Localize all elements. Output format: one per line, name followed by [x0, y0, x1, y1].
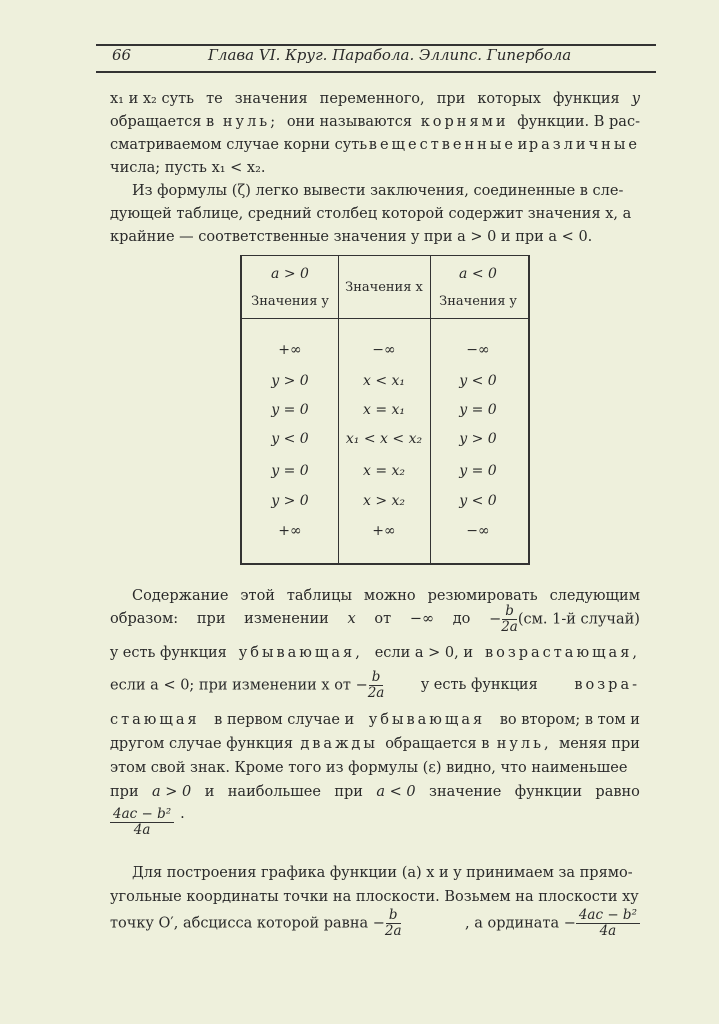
text: при [110, 784, 139, 800]
table-cell: −∞ [466, 342, 490, 358]
text: −∞ [409, 611, 435, 628]
table-cell: y = 0 [459, 463, 497, 479]
text: обращается в [385, 736, 490, 752]
text: переменного, [319, 91, 425, 107]
table-cell: −∞ [372, 342, 396, 358]
table-cell: +∞ [372, 523, 396, 539]
text: функции. В рас- [517, 114, 640, 130]
text: крайние — соответственные значения y при a > 0 и при a < 0. [110, 229, 593, 245]
text: при [436, 91, 466, 107]
text: x [347, 611, 356, 628]
text: во втором; в том и [499, 712, 640, 728]
text: до [452, 611, 471, 628]
emphasis: корнями [420, 114, 509, 130]
header-rule-bottom [96, 71, 656, 73]
text: образом: [110, 611, 179, 628]
table-cell: y < 0 [459, 373, 497, 389]
book-page: 66 Глава VI. Круг. Парабола. Эллипс. Гипербола x₁ и x₂ суть те значения переменного, при которых функция y обращается в нуль; они называются корнями функции. В рас- сматриваемом случае корни суть вещественные и различные числа; пусть x₁ < x₂. Из формулы (ζ) легко вывести заключения, соединенные в сле- дующей таблице, средний столбец которой содержит значения x, а крайние — соответственные значения y при a > 0 и при a < 0. a > 0 Значения y Значения x a < 0 Значения y +∞ −∞ −∞ y > 0 x < x₁ y < 0 y = 0 x = x₁ y = 0 y < 0 x₁ < x < x₂ y > 0 y = 0 x = x₂ y = 0 y > 0 x > x₂ y < 0 +∞ +∞ −∞ Содержание этой таблицы можно резюмировать следующим образом: при изменении x от −∞ до − $\frac{b}{2a}$ (см. 1-й случай) y есть функция убывающая, если a > 0, и возрастающая, если a < 0; при изменении x от − $\frac{b}{2a}$ y есть функция возра- стающая в первом случае и убывающая во втором; в том и другом случае функция дважды обращается в нуль, меняя при этом свой знак. Кроме того из формулы (ε) видно, что наименьшее при a > 0 и наибольшее при a < 0 значение функции равно $\frac{\text{4ac − b²}}{4a}$ . Для построения графика функции (a) x и y принимаем за прямо- угольные координаты точки на плоскости. Возьмем на плоскости xy точку O′, абсцисса которой равна − $\frac{b}{2a}$ , а ордината − $\frac{\text{4ac − b²}}{4a}$ [0, 0, 719, 1024]
text: если a < 0; при изменении x от − [110, 677, 368, 694]
header-cell: Значения y [251, 294, 329, 309]
text: a > 0 [152, 784, 192, 800]
text: резюмировать [427, 588, 538, 604]
text: при [334, 784, 363, 800]
emphasis: дважды [300, 736, 378, 752]
emphasis: различные [528, 137, 640, 153]
fraction: $\frac{b}{2a}$ [367, 669, 385, 701]
table-cell: y = 0 [271, 402, 309, 418]
text: при [196, 611, 226, 628]
table-cell: x₁ < x < x₂ [345, 431, 423, 447]
text: следующим [549, 588, 640, 604]
text: которых [477, 91, 541, 107]
text: равно [595, 784, 640, 800]
text: значение [429, 784, 502, 800]
emphasis: нуль, [496, 736, 552, 752]
emphasis: нуль; [222, 114, 279, 130]
text: точку O′, абсцисса которой равна − [110, 915, 385, 932]
text: этом свой знак. Кроме того из формулы (ε) видно, что наименьшее [110, 760, 628, 776]
header-cell: a < 0 [459, 266, 497, 282]
text: дующей таблице, средний столбец которой содержит значения x, а [110, 206, 632, 222]
text: от [374, 611, 392, 628]
header-cell: Значения x [345, 280, 423, 295]
text: числа; пусть x₁ < x₂. [110, 160, 266, 176]
table-cell: −∞ [466, 523, 490, 539]
text: и [517, 137, 528, 153]
table-cell: x = x₂ [362, 463, 406, 479]
fraction: $\frac{b}{2a}$ [384, 907, 402, 939]
emphasis: стающая [110, 712, 200, 728]
text: изменении [244, 611, 329, 628]
table-cell: y < 0 [271, 431, 309, 447]
table-cell: x < x₁ [362, 373, 406, 389]
text: обращается в [110, 114, 215, 130]
text: функции [514, 784, 583, 800]
table-cell: y = 0 [459, 402, 497, 418]
text: . [180, 806, 185, 822]
text: сматриваемом случае корни суть [110, 137, 368, 153]
text: (см. 1-й случай) [517, 611, 640, 628]
table-cell: y = 0 [271, 463, 309, 479]
text: этой [240, 588, 275, 604]
fraction: $\frac{b}{2a}$ [501, 603, 518, 635]
table-cell: x = x₁ [362, 402, 406, 418]
text: y есть функция [420, 677, 538, 694]
header-divider [242, 318, 528, 319]
text: в первом случае и [214, 712, 355, 728]
text: y есть функция [110, 645, 227, 661]
table-cell: y > 0 [271, 373, 309, 389]
text: те [206, 91, 223, 107]
text: другом случае функция [110, 736, 293, 752]
running-title: Глава VI. Круг. Парабола. Эллипс. Гипербола [208, 46, 572, 64]
emphasis: вещественные [368, 137, 516, 153]
emphasis: убывающая, [238, 645, 363, 661]
text: Содержание [132, 588, 229, 604]
text: меняя при [558, 736, 640, 752]
text: если a > 0, и [374, 645, 474, 661]
text: наибольшее [227, 784, 321, 800]
table-cell: x > x₂ [362, 493, 406, 509]
text: значения [234, 91, 308, 107]
text: угольные координаты точки на плоскости. Возьмем на плоскости xy [110, 889, 639, 905]
table-cell: +∞ [278, 342, 302, 358]
text: Из формулы (ζ) легко вывести заключения, соединенные в сле- [132, 183, 624, 199]
text: a < 0 [376, 784, 416, 800]
text: и [204, 784, 215, 800]
table-cell: +∞ [278, 523, 302, 539]
text: функция [552, 91, 620, 107]
text: , а ордината − [465, 915, 576, 932]
text: они называются [286, 114, 412, 130]
fraction: $\frac{\text{4ac − b²}}{4a}$ [576, 908, 640, 939]
text: таблицы [286, 588, 353, 604]
table-cell: y < 0 [459, 493, 497, 509]
table-cell: y > 0 [459, 431, 497, 447]
emphasis: возрастающая, [484, 645, 640, 661]
values-table [240, 255, 530, 565]
text: Для построения графика функции (a) x и y принимаем за прямо- [132, 865, 633, 881]
table-cell: y > 0 [271, 493, 309, 509]
header-cell: Значения y [439, 294, 517, 309]
emphasis: возра- [574, 677, 640, 694]
text: y [631, 91, 640, 107]
fraction: $\frac{\text{4ac − b²}}{4a}$ [110, 807, 174, 838]
text: можно [363, 588, 416, 604]
emphasis: убывающая [368, 712, 486, 728]
page-number: 66 [112, 46, 132, 64]
header-cell: a > 0 [271, 266, 309, 282]
text: x₁ и x₂ суть [110, 91, 195, 107]
